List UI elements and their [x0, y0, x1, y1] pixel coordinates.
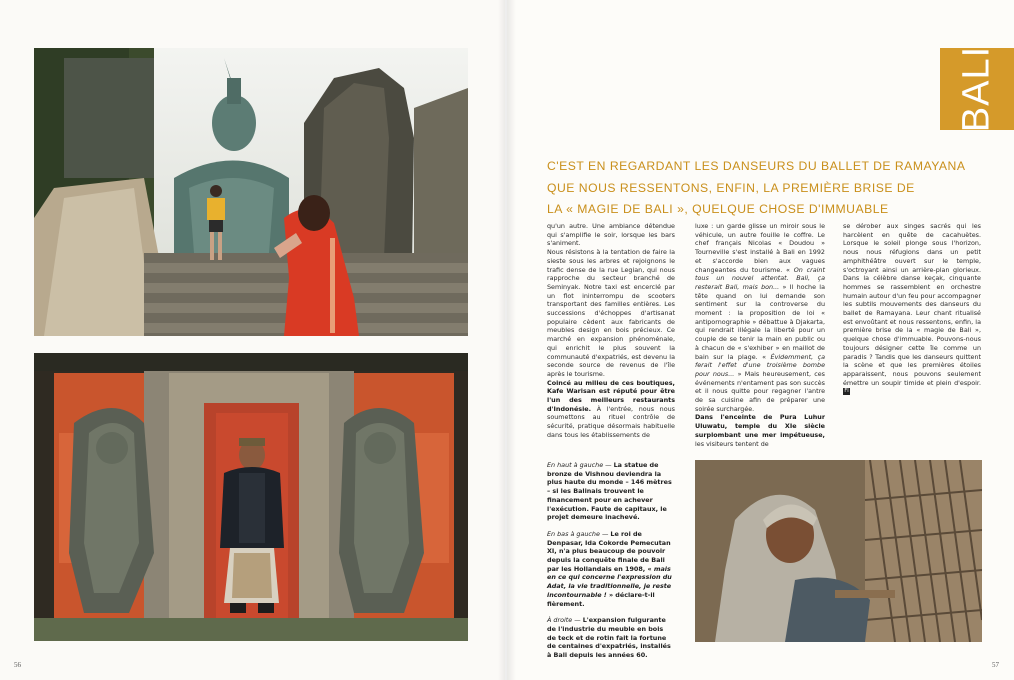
section-tab-bali — [940, 45, 1014, 133]
body-lead-bold: Coincé au milieu de ces boutiques, Kafe Warisan est réputé pour être l'un des meilleurs restaurants d'Indonésie. — [547, 378, 675, 413]
caption-right — [547, 616, 672, 660]
body-paragraph — [843, 222, 981, 396]
section-tab-label: BALI — [955, 45, 998, 133]
page-number-left: 56 — [14, 661, 21, 669]
headline-line-3: LA « MAGIE DE BALI », QUELQUE CHOSE D'IMMUABLE — [547, 202, 889, 216]
caption-label: En bas à gauche — [547, 529, 600, 538]
caption-label: À droite — [547, 616, 573, 625]
body-text: » Il hoche la tête quand on lui demande son sentiment sur la controverse du moment : la proposition de loi « antipornographie » débattue à Djakarta, qui rendrait illégale la liberté pour un couple de se tenir la main en public ou à chacun de « s'exhiber » en maillot de bain sur la plage. « — [695, 282, 825, 361]
caption-text: La statue de bronze de Vishnou deviendra la plus haute du monde – 146 mètres – si les Balinais trouvent le financement pour en achever l'exécution. Faute de capitaux, le projet demeure inachevé. — [547, 461, 672, 522]
caption-text: L'expansion fulgurante de l'industrie du meuble en bois de teck et de rotin fait la fortune de centaines d'expatriés, installés à Bali depuis les années 60. — [547, 616, 671, 660]
body-column-1 — [547, 222, 675, 440]
body-column-2 — [695, 222, 825, 448]
end-of-article-mark: FI — [844, 387, 849, 394]
body-paragraph: qu'un autre. Une ambiance détendue qui s'amplifie le soir, lorsque les bars s'animent. — [547, 222, 675, 248]
page-gutter — [498, 0, 516, 680]
body-text: luxe : un garde glisse un miroir sous le véhicule, un autre fouille le coffre. Le chef français Nicolas « Doudou » Tourneville s'est installé à Bali en 1992 et s'accorde bien aux vagues changeantes du tourisme. « — [695, 222, 825, 274]
caption-separator: — — [599, 529, 611, 538]
caption-text: Le roi de Denpasar, Ida Cokorde Pemecutan XI, n'a plus beaucoup de pouvoir depuis la conquête finale de Bali par les Hollandais en 1908, « — [547, 529, 671, 573]
body-paragraph — [695, 222, 825, 413]
rattan-weaver-photo — [695, 460, 982, 642]
king-denpasar-photo — [34, 353, 468, 641]
body-text: À l'entrée, nous nous soumettons au rituel contrôle de sécurité, pratique désormais habituelle dans tous les établissements de — [547, 404, 675, 439]
body-paragraph — [695, 413, 825, 448]
body-lead-bold: Dans l'enceinte de Pura Luhur Uluwatu, temple du XIe siècle surplombant une mer impétueuse, — [695, 413, 825, 439]
vishnu-statue-photo — [34, 48, 468, 336]
body-column-3 — [843, 222, 981, 396]
article-headline — [547, 156, 966, 221]
body-text: les visiteurs tentent de — [695, 439, 769, 448]
caption-top-left — [547, 461, 672, 522]
caption-quote: mais en ce qui concerne l'expression du Adat, la vie traditionnelle, je reste incontournable ! — [547, 564, 672, 599]
body-paragraph: Nous résistons à la tentation de faire la sieste sous les arbres et rejoignons le trafic dense de la rue Legian, qui nous rapproche du secteur branché de Seminyak. Notre taxi est encerclé par un flot ininterrompu de scooters transportant des familles entières. Les successions d'échoppes d'artisanat populaire cèdent aux fabricants de meubles design en bois précieux. Ce marché en expansion phénoménale, qui enrichit le plus souvent la communauté d'expatriés, est devenu la seconde source de revenus de l'île après le tourisme. — [547, 248, 675, 378]
quote-text: On craint tous un nouvel attentat. Bali, ça resterait Bali, mais bon... — [695, 265, 825, 291]
photo-captions — [547, 461, 672, 668]
caption-separator: — — [572, 616, 583, 625]
caption-label: En haut à gauche — [547, 461, 604, 469]
quote-text: Évidemment, ça ferait l'effet d'une troisième bombe pour nous... — [695, 352, 826, 378]
caption-separator: — — [603, 461, 614, 469]
body-text: » Mais heureusement, ces événements n'entament pas son succès et il nous quitte pour regagner l'antre de sa cuisine afin de préparer une soirée surchargée. — [695, 369, 825, 413]
caption-bottom-left — [547, 530, 672, 608]
body-paragraph — [547, 379, 675, 440]
caption-text-after: » déclare-t-il fièrement. — [547, 590, 655, 608]
headline-line-1: C'EST EN REGARDANT LES DANSEURS DU BALLET DE RAMAYANA — [547, 159, 966, 173]
headline-line-2: QUE NOUS RESSENTONS, ENFIN, LA PREMIÈRE BRISE DE — [547, 180, 915, 195]
body-text: se dérober aux singes sacrés qui les harcèlent en quête de cacahuètes. Lorsque le soleil plonge sous l'horizon, nous nous réfugions dans un petit amphithéâtre ouvert sur le temple, s'octroyant ainsi un arrière-plan glorieux. Dans la célèbre danse keçak, cinquante hommes se rassemblent en orchestre humain autour d'un feu pour accompagner les subtils mouvements des danseurs du ballet de Ramayana. Leur chant ritualisé est envoûtant et nous ressentons, enfin, la première brise de la « magie de Bali », quelque chose d'immuable. Pouvons-nous toujours désigner cette île comme un paradis ? Tandis que les danseurs quittent la scène et que les premières étoiles apparaissent, nous pouvons seulement émettre un soupir timide et plein d'espoir. — [843, 222, 981, 387]
page-number-right: 57 — [992, 661, 999, 669]
